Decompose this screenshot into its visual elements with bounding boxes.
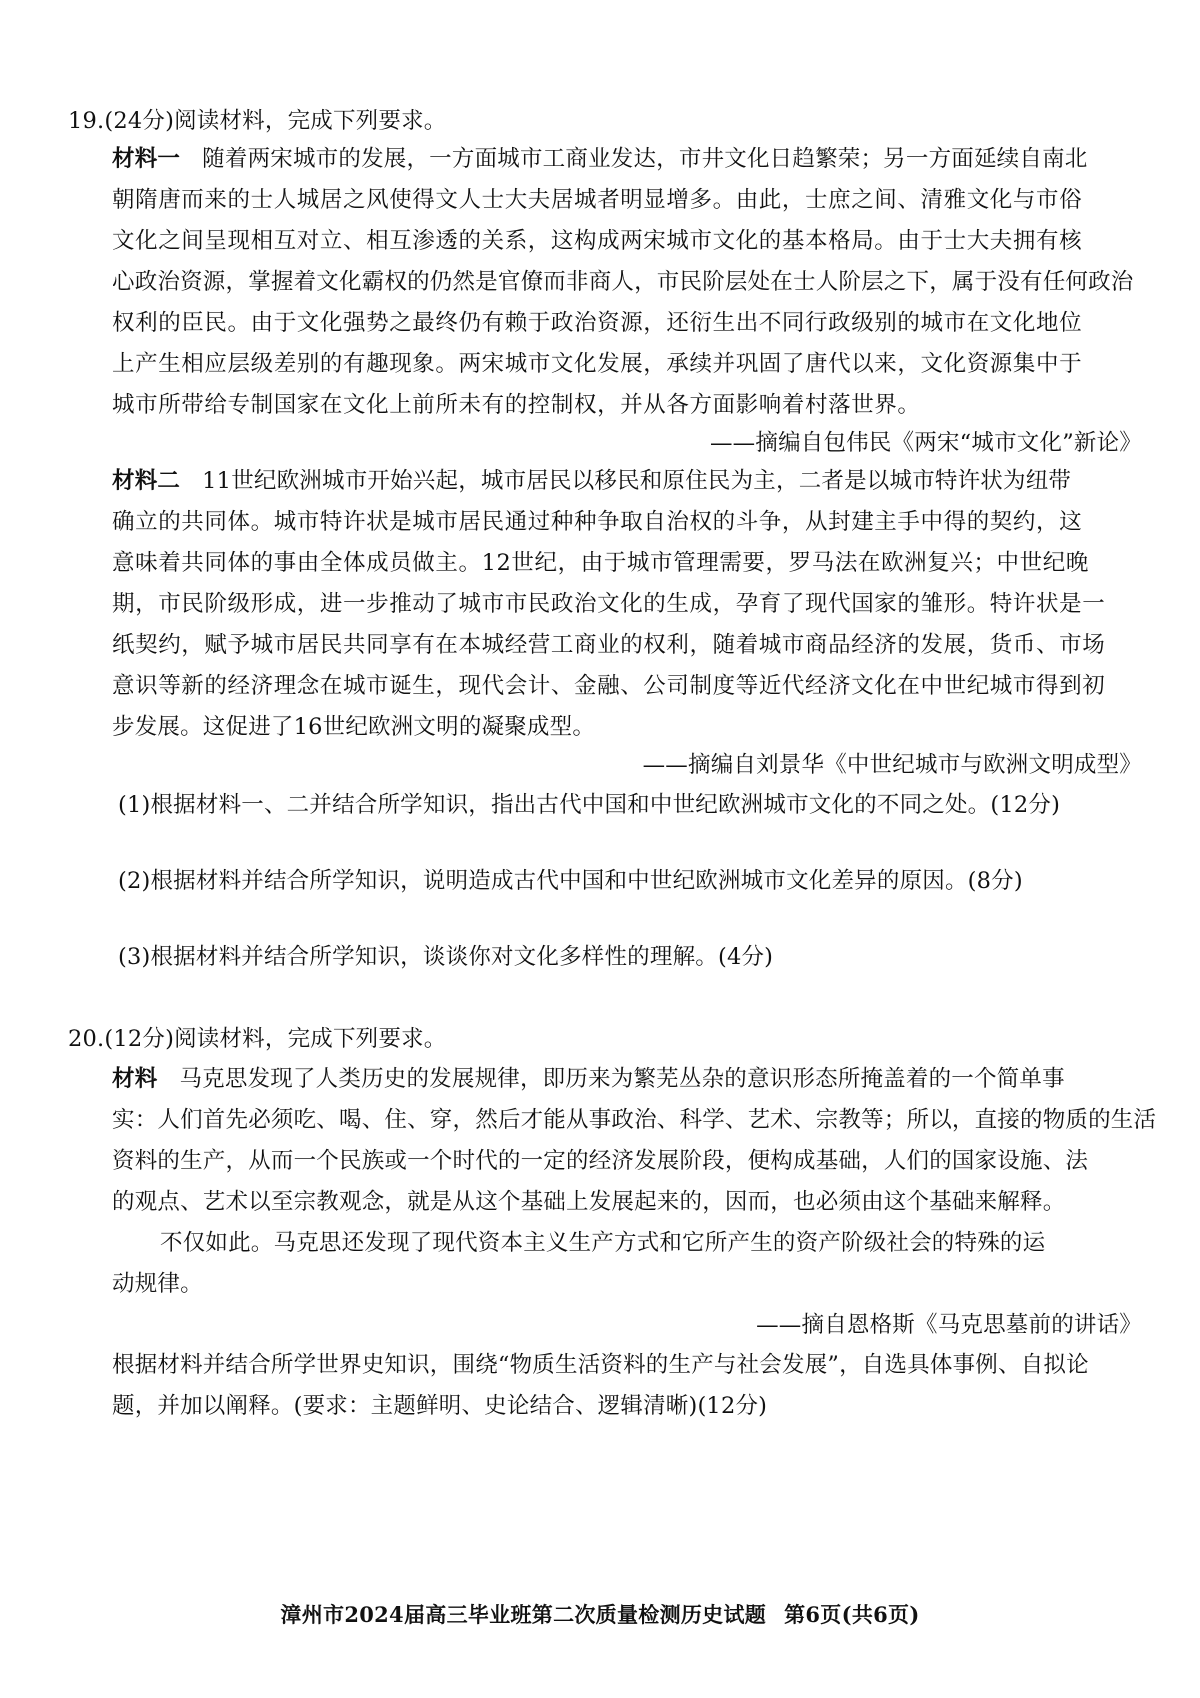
material-1-source: ——摘编自包伟民《两宋“城市文化”新论》 xyxy=(709,430,1142,456)
material-label: 材料 xyxy=(112,1066,158,1092)
question-19-sub-2: (2)根据材料并结合所学知识，说明造成古代中国和中世纪欧洲城市文化差异的原因。(8分) xyxy=(118,868,1023,894)
material-2-line: 期，市民阶级形成，进一步推动了城市市民政治文化的生成，孕育了现代国家的雏形。特许状是一 xyxy=(112,591,1106,617)
material-1-line: 权利的臣民。由于文化强势之最终仍有赖于政治资源，还衍生出不同行政级别的城市在文化地位 xyxy=(112,310,1083,336)
material-1-line: 文化之间呈现相互对立、相互渗透的关系，这构成两宋城市文化的基本格局。由于士大夫拥有核 xyxy=(112,228,1083,254)
material-1-line xyxy=(112,144,1087,174)
material-text: 马克思发现了人类历史的发展规律，即历来为繁芜丛杂的意识形态所掩盖着的一个简单事 xyxy=(179,1066,1065,1092)
material-line: 实：人们首先必须吃、喝、住、穿，然后才能从事政治、科学、艺术、宗教等；所以，直接的物质的生活 xyxy=(112,1107,1157,1133)
question-20-prompt-line: 题，并加以阐释。(要求：主题鲜明、史论结合、逻辑清晰)(12分) xyxy=(112,1393,768,1419)
material-2-label: 材料二 xyxy=(112,468,181,494)
question-20-prompt-line: 根据材料并结合所学世界史知识，围绕“物质生活资料的生产与社会发展”，自选具体事例、自拟论 xyxy=(112,1352,1089,1378)
material-1-text: 随着两宋城市的发展，一方面城市工商业发达，市井文化日趋繁荣；另一方面延续自南北 xyxy=(202,146,1088,172)
material-line: 的观点、艺术以至宗教观念，就是从这个基础上发展起来的，因而，也必须由这个基础来解释。 xyxy=(112,1189,1066,1215)
material-1-line: 朝隋唐而来的士人城居之风使得文人士大夫居城者明显增多。由此，士庶之间、清雅文化与市俗 xyxy=(112,187,1083,213)
material-2-source: ——摘编自刘景华《中世纪城市与欧洲文明成型》 xyxy=(642,752,1142,778)
material-line xyxy=(112,1064,1065,1094)
question-20-header: 20.(12分)阅读材料，完成下列要求。 xyxy=(68,1026,447,1052)
material-2-line: 确立的共同体。城市特许状是城市居民通过种种争取自治权的斗争，从封建主手中得的契约，这 xyxy=(112,509,1083,535)
material-line: 资料的生产，从而一个民族或一个时代的一定的经济发展阶段，便构成基础，人们的国家设施、法 xyxy=(112,1148,1089,1174)
material-2-line xyxy=(112,466,1071,496)
page-footer xyxy=(0,1600,1200,1630)
material-2-line: 纸契约，赋予城市居民共同享有在本城经营工商业的权利，随着城市商品经济的发展，货币、市场 xyxy=(112,632,1106,658)
material-line: 不仅如此。马克思还发现了现代资本主义生产方式和它所产生的资产阶级社会的特殊的运 xyxy=(160,1230,1046,1256)
material-1-label: 材料一 xyxy=(112,146,181,172)
material-1-line: 上产生相应层级差别的有趣现象。两宋城市文化发展，承续并巩固了唐代以来，文化资源集中于 xyxy=(112,351,1083,377)
material-2-line: 意味着共同体的事由全体成员做主。12世纪，由于城市管理需要，罗马法在欧洲复兴；中世纪晚 xyxy=(112,550,1089,576)
question-19-sub-1: (1)根据材料一、二并结合所学知识，指出古代中国和中世纪欧洲城市文化的不同之处。(12分) xyxy=(118,792,1061,818)
footer-title: 漳州市2024届高三毕业班第二次质量检测历史试题 xyxy=(280,1602,767,1627)
material-1-line: 城市所带给专制国家在文化上前所未有的控制权，并从各方面影响着村落世界。 xyxy=(112,392,921,418)
question-19-header: 19.(24分)阅读材料，完成下列要求。 xyxy=(68,108,447,134)
question-19-sub-3: (3)根据材料并结合所学知识，谈谈你对文化多样性的理解。(4分) xyxy=(118,944,774,970)
material-2-text: 11世纪欧洲城市开始兴起，城市居民以移民和原住民为主，二者是以城市特许状为纽带 xyxy=(202,468,1072,494)
material-line: 动规律。 xyxy=(112,1271,203,1297)
page-number: 第6页(共6页) xyxy=(784,1602,920,1627)
material-2-line: 意识等新的经济理念在城市诞生，现代会计、金融、公司制度等近代经济文化在中世纪城市得到初 xyxy=(112,673,1106,699)
material-1-line: 心政治资源，掌握着文化霸权的仍然是官僚而非商人，市民阶层处在士人阶层之下，属于没有任何政治 xyxy=(112,269,1134,295)
material-2-line: 步发展。这促进了16世纪欧洲文明的凝聚成型。 xyxy=(112,714,596,740)
material-source: ——摘自恩格斯《马克思墓前的讲话》 xyxy=(756,1312,1142,1338)
